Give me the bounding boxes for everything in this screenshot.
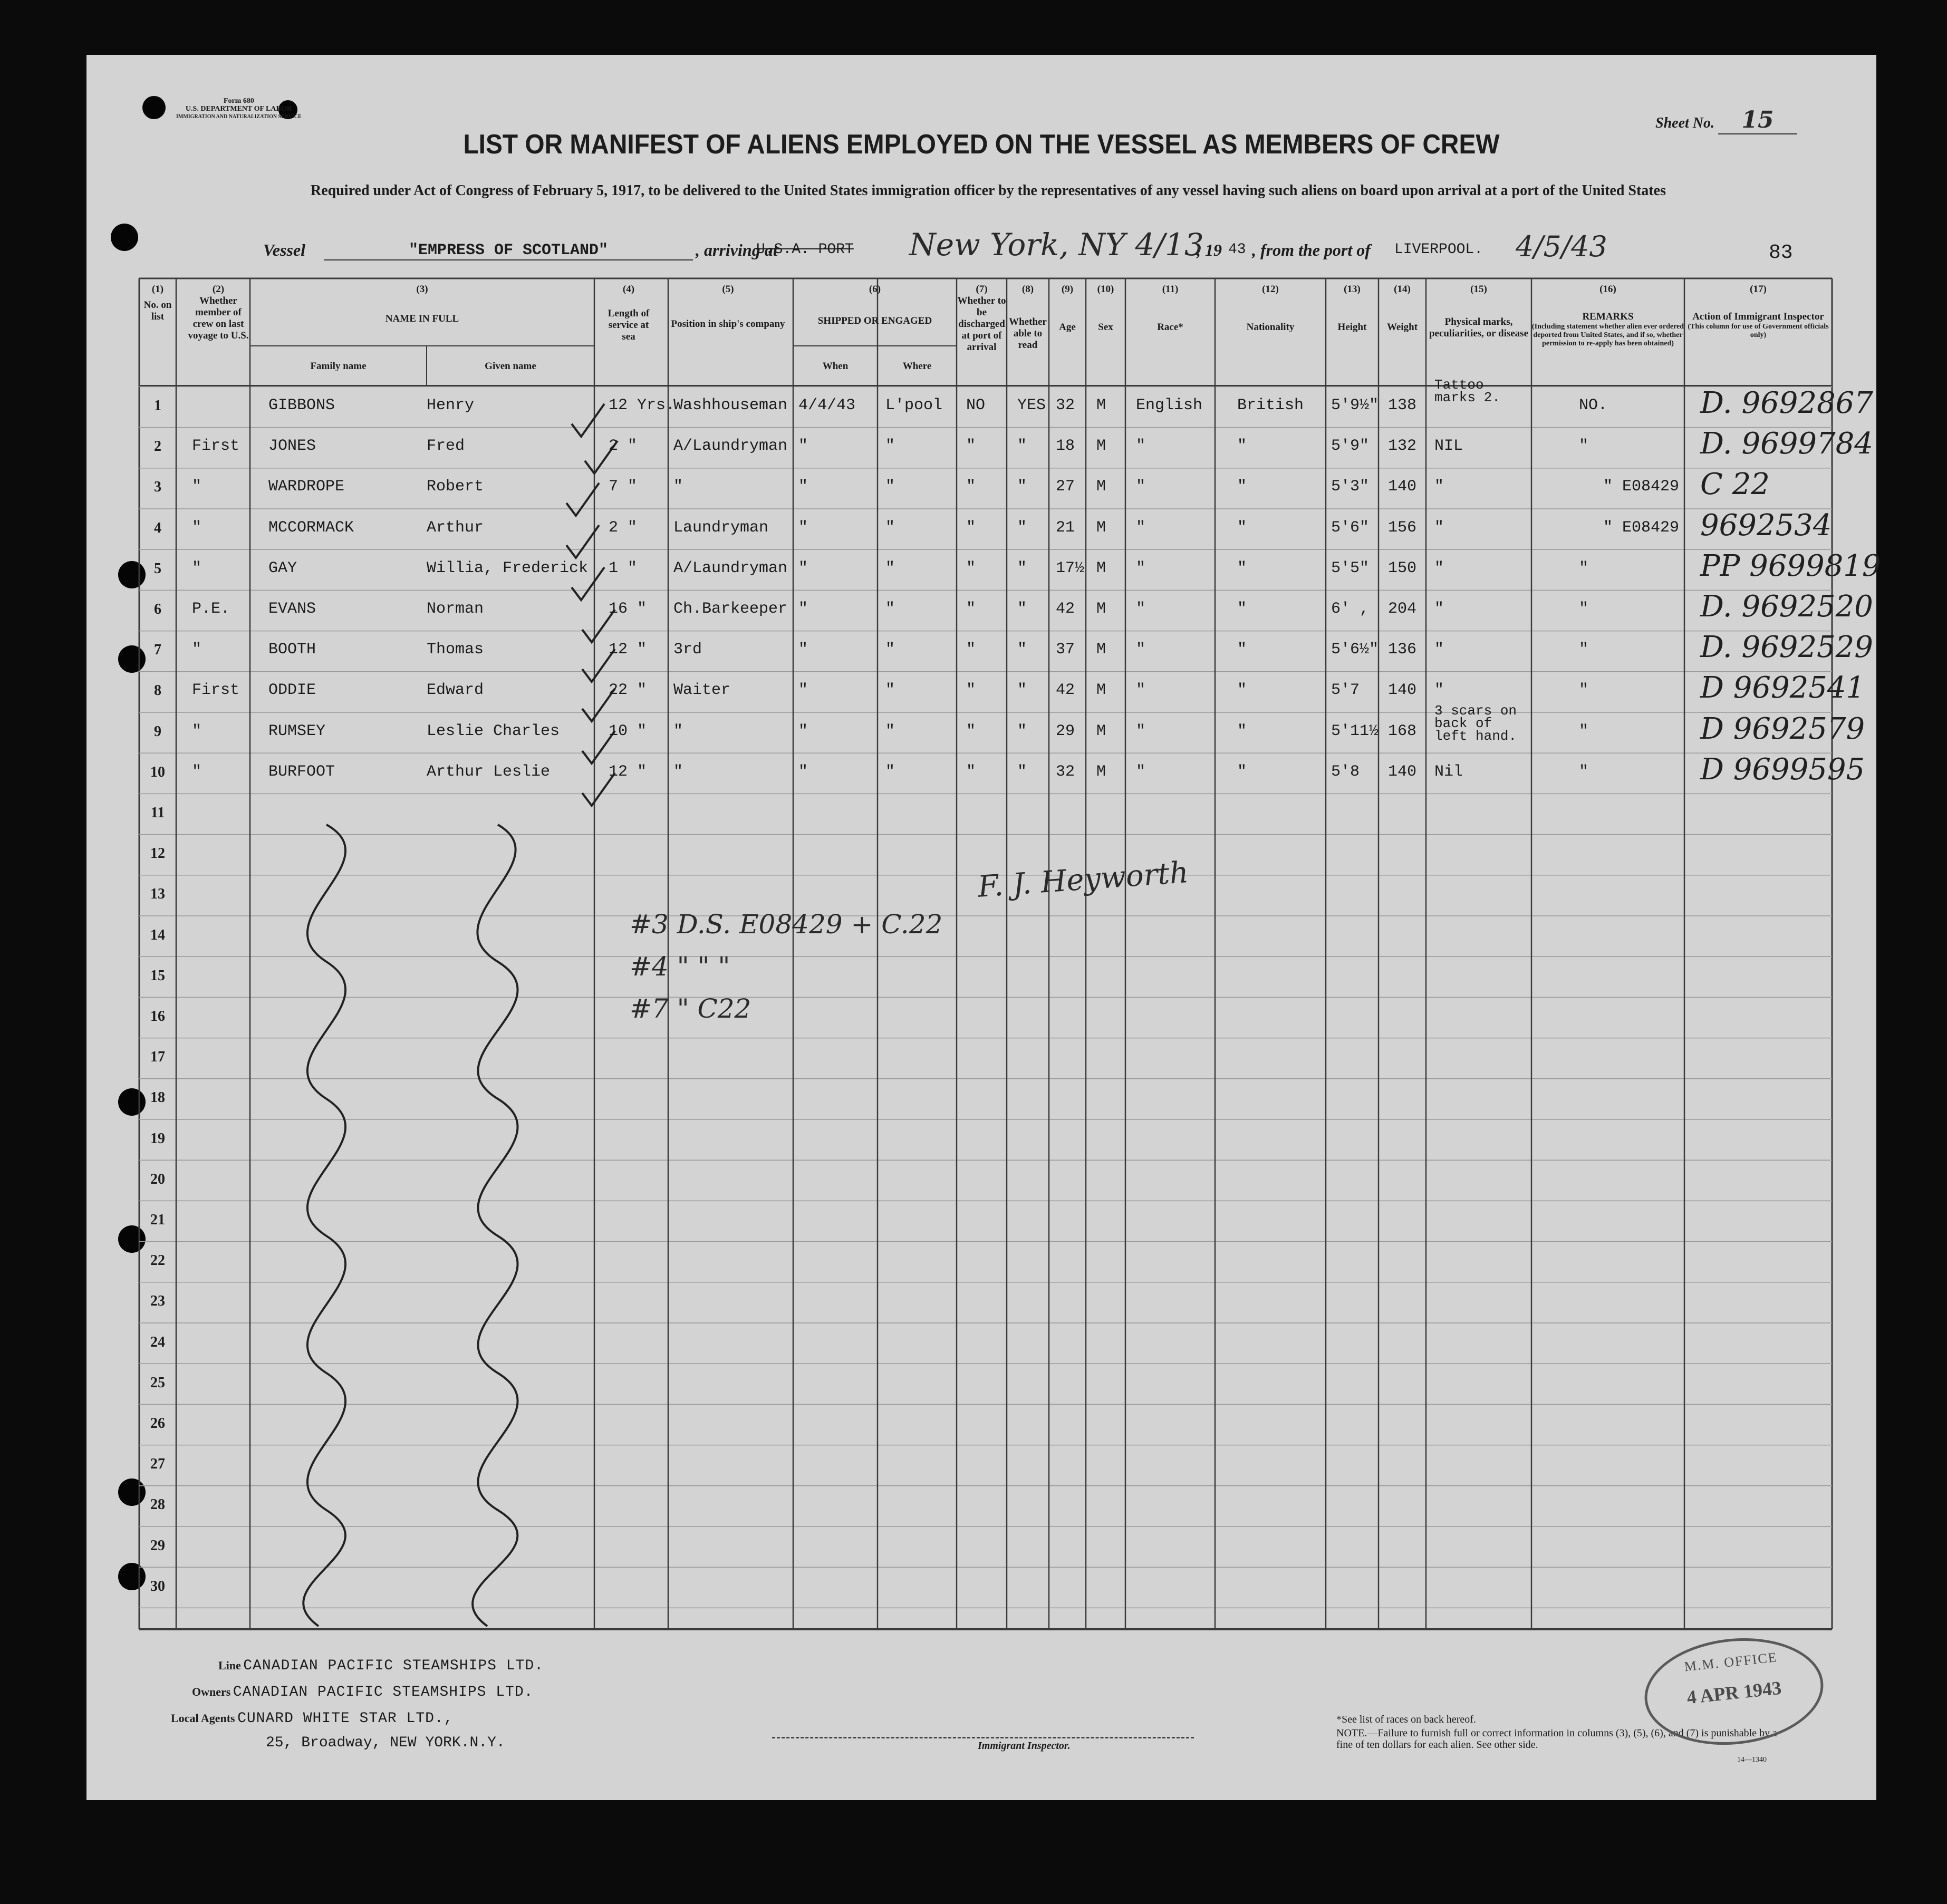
cell-race: "	[1136, 600, 1146, 618]
cell-remarks: " E08429	[1603, 478, 1679, 496]
cell-height: 5'6½"	[1331, 641, 1379, 659]
sheet-value: 15	[1718, 107, 1797, 134]
row-number: 15	[150, 967, 165, 984]
row-number: 12	[150, 845, 165, 862]
cell-when: "	[798, 641, 808, 659]
cell-sex: M	[1096, 762, 1106, 781]
row-number: 10	[150, 763, 165, 780]
cell-inspector-action: PP 9699819	[1700, 548, 1881, 583]
cell-family: GAY	[268, 559, 297, 577]
cell-service: 1 "	[609, 559, 638, 577]
col-8-header: (8) Whether able to read	[1009, 284, 1047, 351]
cell-remarks: "	[1579, 722, 1589, 740]
cell-height: 5'8	[1331, 762, 1360, 781]
cell-inspector-action: D. 9692867	[1700, 386, 1873, 420]
cell-service: 12 Yrs.	[609, 397, 676, 414]
cell-marks: "	[1434, 559, 1444, 577]
row-number: 1	[154, 398, 161, 414]
wavy-line-given	[473, 825, 517, 1626]
cell-sex: M	[1096, 518, 1106, 537]
cell-service: 10 "	[609, 722, 647, 740]
cell-inspector-action: D. 9692529	[1700, 630, 1873, 665]
row-number: 7	[154, 642, 161, 659]
receipt-stamp: M.M. OFFICE 4 APR 1943	[1639, 1630, 1828, 1753]
cell-last-voyage: First	[192, 437, 240, 456]
cell-read: "	[1017, 559, 1027, 577]
wavy-line-family	[303, 825, 345, 1626]
cell-inspector-action: D 9699595	[1700, 752, 1865, 787]
arriving-label: , arriving at	[696, 240, 778, 259]
row-number: 25	[150, 1374, 165, 1391]
cell-age: 42	[1056, 681, 1075, 700]
cell-discharged: "	[966, 722, 976, 740]
cell-given: Arthur	[427, 518, 484, 537]
row-number: 6	[154, 601, 161, 617]
cell-age: 17½	[1056, 559, 1085, 577]
cell-weight: 138	[1388, 397, 1417, 414]
cell-nationality: "	[1237, 559, 1247, 577]
cell-remarks: "	[1579, 641, 1589, 659]
cell-age: 27	[1056, 478, 1075, 496]
vessel-name: "EMPRESS OF SCOTLAND"	[324, 241, 693, 260]
col-12-header: (12) Nationality	[1246, 284, 1295, 333]
cell-discharged: NO	[966, 397, 986, 414]
cell-nationality: "	[1237, 641, 1247, 659]
cell-weight: 150	[1388, 559, 1417, 577]
cell-race: "	[1136, 437, 1146, 456]
cell-discharged: "	[966, 518, 976, 537]
inspector-label: Immigrant Inspector.	[978, 1740, 1071, 1752]
cell-race: "	[1136, 681, 1146, 700]
cell-nationality: "	[1237, 600, 1247, 618]
cell-marks: "	[1434, 478, 1444, 496]
annotation-note-3: #7 " C22	[630, 993, 751, 1024]
cell-remarks: " E08429	[1603, 518, 1679, 537]
cell-weight: 204	[1388, 600, 1417, 618]
cell-nationality: "	[1237, 437, 1247, 456]
port-handwritten: New York, NY 4/13	[909, 227, 1204, 263]
cell-given: Robert	[427, 478, 484, 496]
cell-family: EVANS	[268, 600, 316, 618]
col-6-header: (6) SHIPPED OR ENGAGED	[817, 284, 932, 326]
col-11-header: (11) Race*	[1157, 284, 1183, 333]
cell-last-voyage: P.E.	[192, 600, 230, 618]
col-6-sub-when: When	[822, 361, 849, 372]
cell-given: Fred	[427, 437, 465, 456]
cell-family: WARDROPE	[268, 478, 345, 496]
cell-sex: M	[1096, 478, 1106, 496]
cell-service: 2 "	[609, 437, 638, 456]
cell-read: "	[1017, 518, 1027, 537]
cell-service: 12 "	[609, 641, 647, 659]
footer-owners: Owners CANADIAN PACIFIC STEAMSHIPS LTD.	[192, 1684, 534, 1700]
cell-read: "	[1017, 762, 1027, 781]
race-note: *See list of races on back hereof.	[1336, 1714, 1476, 1725]
cell-sex: M	[1096, 559, 1106, 577]
col-5-header: (5) Position in ship's company	[671, 284, 785, 330]
row-number: 29	[150, 1537, 165, 1554]
cell-marks: Tattoo marks 2.	[1434, 377, 1500, 405]
year: 43	[1228, 241, 1246, 258]
cell-read: YES	[1017, 397, 1046, 414]
annotation-note-2: #4 " " "	[630, 951, 730, 982]
cell-given: Henry	[427, 397, 475, 414]
row-number: 20	[150, 1171, 165, 1187]
col-6-sub-where: Where	[902, 361, 932, 372]
cell-where: L'pool	[885, 397, 943, 414]
col-7-header: (7) Whether to be discharged at port of arrival	[957, 284, 1006, 353]
cell-service: 16 "	[609, 600, 647, 618]
cell-age: 29	[1056, 722, 1075, 740]
cell-given: Norman	[427, 600, 484, 618]
cell-last-voyage: "	[192, 559, 202, 577]
cell-race: "	[1136, 559, 1146, 577]
cell-weight: 156	[1388, 518, 1417, 537]
check-mark	[572, 404, 604, 437]
cell-last-voyage: "	[192, 641, 202, 659]
cell-service: 22 "	[609, 681, 647, 700]
manifest-sheet	[86, 55, 1881, 1800]
cell-marks: NIL	[1434, 437, 1463, 456]
cell-family: ODDIE	[268, 681, 316, 700]
col-13-header: (13) Height	[1337, 284, 1367, 333]
row-number: 23	[150, 1293, 165, 1310]
from-label: , from the port of	[1252, 240, 1371, 259]
row-number: 16	[150, 1008, 165, 1025]
cell-when: "	[798, 762, 808, 781]
col-9-header: (9) Age	[1059, 284, 1076, 333]
cell-position: A/Laundryman	[673, 559, 788, 577]
cell-position: "	[673, 762, 683, 781]
cell-where: "	[885, 722, 895, 740]
cell-service: 7 "	[609, 478, 638, 496]
penalty-note: NOTE.—Failure to furnish full or correct information in columns (3), (5), (6), and (7) is punishable by a fine of ten dollars for each alien. See other side.	[1336, 1727, 1777, 1751]
cell-family: GIBBONS	[268, 397, 335, 414]
col-3-header: (3) NAME IN FULL	[385, 284, 459, 324]
year-prefix: , 19	[1197, 240, 1222, 259]
cell-nationality: "	[1237, 681, 1247, 700]
cell-nationality: British	[1237, 397, 1304, 414]
annotation-note-1: #3 D.S. E08429 + C.22	[630, 909, 943, 940]
cell-remarks: "	[1579, 681, 1589, 700]
cell-given: Arthur Leslie	[427, 762, 551, 781]
cell-sex: M	[1096, 437, 1106, 456]
cell-height: 5'11½	[1331, 722, 1379, 740]
cell-where: "	[885, 762, 895, 781]
row-number: 2	[154, 438, 161, 455]
cell-age: 42	[1056, 600, 1075, 618]
page-title: LIST OR MANIFEST OF ALIENS EMPLOYED ON THE VESSEL AS MEMBERS OF CREW	[463, 129, 1500, 160]
cell-race: English	[1136, 397, 1203, 414]
cell-given: Edward	[427, 681, 484, 700]
cell-given: Thomas	[427, 641, 484, 659]
cell-race: "	[1136, 518, 1146, 537]
cell-when: "	[798, 681, 808, 700]
cell-height: 5'9½"	[1331, 397, 1379, 414]
cell-marks: "	[1434, 518, 1444, 537]
cell-discharged: "	[966, 600, 976, 618]
inspector-signature-line	[772, 1737, 1194, 1738]
cell-weight: 140	[1388, 762, 1417, 781]
row-number: 11	[150, 805, 165, 821]
cell-discharged: "	[966, 559, 976, 577]
cell-inspector-action: D. 9699784	[1700, 427, 1873, 461]
cell-last-voyage: First	[192, 681, 240, 700]
col-16-header: (16) REMARKS (Including statement whether alien ever ordered deported from United States, and if so, whether permission to re-apply has been obtained)	[1531, 284, 1684, 347]
cell-marks: Nil	[1434, 762, 1463, 781]
vessel-label: Vessel	[263, 240, 305, 259]
cell-service: 12 "	[609, 762, 647, 781]
cell-nationality: "	[1237, 722, 1247, 740]
cell-position: Ch.Barkeeper	[673, 600, 788, 618]
cell-when: "	[798, 437, 808, 456]
cell-family: RUMSEY	[268, 722, 326, 740]
cell-age: 37	[1056, 641, 1075, 659]
row-number: 19	[150, 1130, 165, 1147]
cell-height: 5'5"	[1331, 559, 1370, 577]
row-number: 9	[154, 723, 161, 740]
row-number: 28	[150, 1496, 165, 1513]
cell-read: "	[1017, 478, 1027, 496]
cell-inspector-action: 9692534	[1700, 508, 1832, 543]
cell-where: "	[885, 437, 895, 456]
cell-height: 5'6"	[1331, 518, 1370, 537]
cell-age: 21	[1056, 518, 1075, 537]
cell-when: "	[798, 478, 808, 496]
cell-family: JONES	[268, 437, 316, 456]
cell-race: "	[1136, 641, 1146, 659]
cell-read: "	[1017, 641, 1027, 659]
cell-race: "	[1136, 478, 1146, 496]
footer-agents: Local Agents CUNARD WHITE STAR LTD.,	[171, 1710, 454, 1727]
cell-weight: 168	[1388, 722, 1417, 740]
col-14-header: (14) Weight	[1386, 284, 1418, 333]
cell-race: "	[1136, 762, 1146, 781]
cell-position: 3rd	[673, 641, 702, 659]
cell-sex: M	[1096, 600, 1106, 618]
cell-discharged: "	[966, 641, 976, 659]
col-1-header: (1) No. on list	[143, 284, 172, 322]
cell-nationality: "	[1237, 518, 1247, 537]
cell-age: 18	[1056, 437, 1075, 456]
cell-marks: 3 scars on back of left hand.	[1434, 702, 1517, 744]
cell-family: MCCORMACK	[268, 518, 354, 537]
cell-sex: M	[1096, 681, 1106, 700]
cell-discharged: "	[966, 681, 976, 700]
cell-height: 5'7	[1331, 681, 1360, 700]
cell-race: "	[1136, 722, 1146, 740]
cell-nationality: "	[1237, 762, 1247, 781]
cell-weight: 132	[1388, 437, 1417, 456]
cell-sex: M	[1096, 397, 1106, 414]
row-number: 27	[150, 1456, 165, 1473]
page-subtitle: Required under Act of Congress of February 5, 1917, to be delivered to the United States immigration officer by the representatives of any vessel having such aliens on board upon arrival at a port of the United States	[311, 182, 1666, 199]
row-number: 17	[150, 1049, 165, 1066]
col-17-header: (17) Action of Immigrant Inspector (This column for use of Government officials only)	[1688, 284, 1829, 339]
cell-position: Washhouseman	[673, 397, 788, 414]
cell-discharged: "	[966, 478, 976, 496]
from-port: LIVERPOOL.	[1394, 241, 1483, 258]
cell-sex: M	[1096, 641, 1106, 659]
port-struck: U.S.A. PORT	[756, 241, 854, 258]
cell-where: "	[885, 600, 895, 618]
page-number: 83	[1769, 241, 1793, 264]
cell-sex: M	[1096, 722, 1106, 740]
row-number: 18	[150, 1089, 165, 1106]
cell-position: Waiter	[673, 681, 731, 700]
cell-where: "	[885, 559, 895, 577]
cell-remarks: "	[1579, 762, 1589, 781]
cell-marks: "	[1434, 600, 1444, 618]
cell-read: "	[1017, 722, 1027, 740]
cell-remarks: NO.	[1579, 397, 1608, 414]
cell-remarks: "	[1579, 437, 1589, 456]
row-number: 24	[150, 1333, 165, 1350]
cell-age: 32	[1056, 762, 1075, 781]
cell-when: 4/4/43	[798, 397, 856, 414]
row-number: 21	[150, 1212, 165, 1228]
sheet-label: Sheet No.	[1655, 115, 1714, 131]
cell-when: "	[798, 518, 808, 537]
cell-when: "	[798, 722, 808, 740]
cell-read: "	[1017, 600, 1027, 618]
cell-last-voyage: "	[192, 722, 202, 740]
cell-position: "	[673, 478, 683, 496]
col-15-header: (15) Physical marks, peculiarities, or disease	[1429, 284, 1529, 339]
cell-given: Leslie Charles	[427, 722, 560, 740]
row-number: 13	[150, 886, 165, 903]
cell-remarks: "	[1579, 559, 1589, 577]
cell-marks: "	[1434, 641, 1444, 659]
footer-line: Line CANADIAN PACIFIC STEAMSHIPS LTD.	[218, 1658, 544, 1674]
row-number: 5	[154, 560, 161, 577]
row-number: 3	[154, 479, 161, 496]
row-number: 22	[150, 1252, 165, 1269]
cell-height: 5'3"	[1331, 478, 1370, 496]
col-2-header: (2) Whether member of crew on last voyage to U.S.	[188, 284, 249, 341]
cell-service: 2 "	[609, 518, 638, 537]
cell-last-voyage: "	[192, 478, 202, 496]
cell-weight: 140	[1388, 478, 1417, 496]
col-4-header: (4) Length of service at sea	[608, 284, 650, 342]
form-code: 14—1340	[1737, 1756, 1767, 1764]
row-number: 30	[150, 1578, 165, 1594]
cell-where: "	[885, 518, 895, 537]
cell-when: "	[798, 600, 808, 618]
cell-family: BOOTH	[268, 641, 316, 659]
row-number: 14	[150, 926, 165, 943]
col-3-sub-given: Given name	[485, 361, 536, 372]
cell-last-voyage: "	[192, 518, 202, 537]
row-number: 26	[150, 1415, 165, 1432]
col-3-sub-family: Family name	[310, 361, 367, 372]
row-number: 8	[154, 682, 161, 699]
cell-family: BURFOOT	[268, 762, 335, 781]
cell-given: Willia, Frederick	[427, 559, 589, 577]
cell-read: "	[1017, 437, 1027, 456]
cell-read: "	[1017, 681, 1027, 700]
cell-position: "	[673, 722, 683, 740]
cell-when: "	[798, 559, 808, 577]
cell-inspector-action: D 9692541	[1700, 671, 1865, 705]
cell-marks: "	[1434, 681, 1444, 700]
cell-remarks: "	[1579, 600, 1589, 618]
cell-age: 32	[1056, 397, 1075, 414]
depart-date: 4/5/43	[1516, 230, 1607, 263]
cell-nationality: "	[1237, 478, 1247, 496]
form-info: Form 680 U.S. DEPARTMENT OF LABOR IMMIGRATION AND NATURALIZATION SERVICE	[176, 97, 302, 120]
cell-weight: 136	[1388, 641, 1417, 659]
cell-inspector-action: D. 9692520	[1700, 589, 1873, 624]
cell-position: A/Laundryman	[673, 437, 788, 456]
inspector-signature: F. J. Heyworth	[977, 855, 1190, 904]
row-number: 4	[154, 519, 161, 536]
cell-discharged: "	[966, 762, 976, 781]
footer-agents-address: 25, Broadway, NEW YORK.N.Y.	[266, 1735, 505, 1751]
cell-discharged: "	[966, 437, 976, 456]
cell-position: Laundryman	[673, 518, 769, 537]
cell-where: "	[885, 681, 895, 700]
cell-height: 5'9"	[1331, 437, 1370, 456]
cell-inspector-action: C 22	[1700, 467, 1770, 502]
cell-weight: 140	[1388, 681, 1417, 700]
cell-inspector-action: D 9692579	[1700, 711, 1865, 746]
cell-last-voyage: "	[192, 762, 202, 781]
cell-height: 6' ,	[1331, 600, 1370, 618]
cell-where: "	[885, 478, 895, 496]
col-10-header: (10) Sex	[1097, 284, 1114, 333]
cell-where: "	[885, 641, 895, 659]
